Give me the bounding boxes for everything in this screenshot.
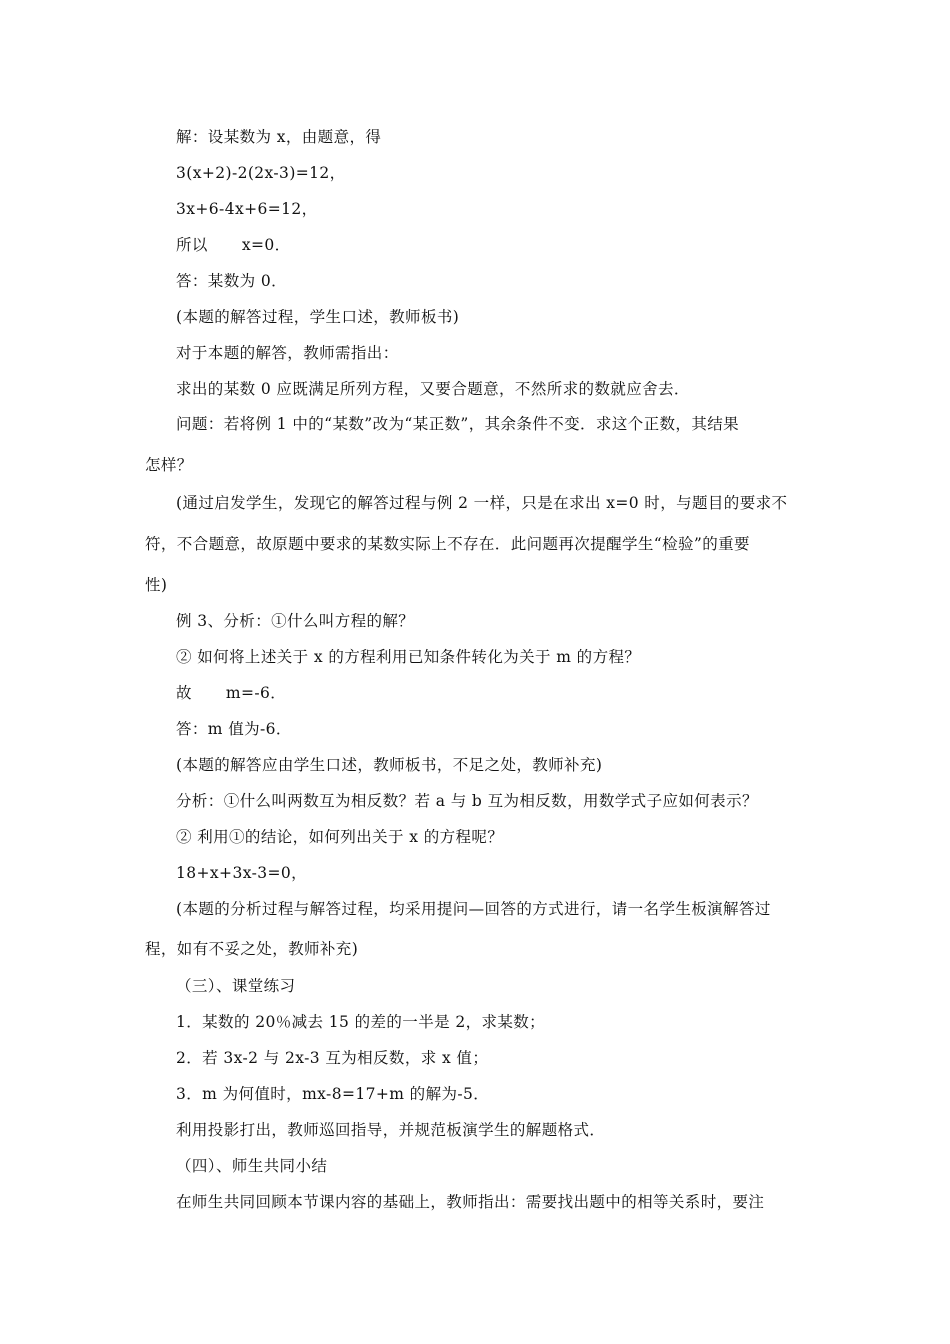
text-line: (通过启发学生，发现它的解答过程与例 2 一样，只是在求出 x=0 时，与题目的要求不	[176, 494, 788, 512]
section-heading: （四）、师生共同小结	[176, 1157, 328, 1175]
text-line: 例 3、分析：①什么叫方程的解？	[176, 612, 415, 630]
equation-result: x=0．	[241, 236, 291, 254]
text-line	[176, 235, 291, 255]
text-line: 怎样？	[145, 456, 193, 474]
text-line: (本题的解答过程，学生口述，教师板书)	[176, 308, 460, 326]
equation-result: m=-6．	[225, 684, 287, 702]
prefix-gu: 故	[176, 684, 192, 702]
exercise-item: 1．某数的 20％减去 15 的差的一半是 2，求某数；	[176, 1013, 546, 1031]
text-line: 性)	[145, 576, 168, 594]
text-line	[176, 683, 286, 703]
text-line: 分析：①什么叫两数互为相反数？若 a 与 b 互为相反数，用数学式子应如何表示？	[176, 792, 758, 810]
text-line: 在师生共同回顾本节课内容的基础上，教师指出：需要找出题中的相等关系时，要注	[176, 1193, 765, 1211]
text-line: ② 如何将上述关于 x 的方程利用已知条件转化为关于 m 的方程？	[176, 648, 641, 666]
text-line: ② 利用①的结论，如何列出关于 x 的方程呢？	[176, 828, 504, 846]
section-heading: （三）、课堂练习	[176, 977, 296, 995]
text-line: (本题的解答应由学生口述，教师板书，不足之处，教师补充)	[176, 756, 603, 774]
text-line: 利用投影打出，教师巡回指导，并规范板演学生的解题格式．	[176, 1121, 606, 1139]
exercise-item: 2．若 3x-2 与 2x-3 互为相反数，求 x 值；	[176, 1049, 489, 1067]
text-line: 符，不合题意，故原题中要求的某数实际上不存在．此问题再次提醒学生“检验”的重要	[145, 535, 750, 553]
text-line: 求出的某数 0 应既满足所列方程，又要合题意，不然所求的数就应舍去．	[176, 380, 690, 398]
text-line: 对于本题的解答，教师需指出：	[176, 344, 399, 362]
exercise-item: 3．m 为何值时，mx-8=17+m 的解为-5．	[176, 1085, 490, 1103]
text-line: (本题的分析过程与解答过程，均采用提问—回答的方式进行，请一名学生板演解答过	[176, 900, 771, 918]
text-line: 答：m 值为-6．	[176, 720, 292, 738]
prefix-so: 所以	[176, 236, 208, 254]
text-line: 答：某数为 0．	[176, 272, 287, 290]
equation-line: 3x+6-4x+6=12，	[176, 200, 318, 218]
text-line: 程，如有不妥之处，教师补充)	[145, 940, 359, 958]
equation-line: 18+x+3x-3=0，	[176, 864, 308, 882]
text-line: 问题：若将例 1 中的“某数”改为“某正数”，其余条件不变．求这个正数，其结果	[176, 415, 740, 433]
text-line: 解：设某数为 x，由题意，得	[176, 128, 382, 146]
equation-line: 3(x+2)-2(2x-3)=12，	[176, 164, 346, 182]
